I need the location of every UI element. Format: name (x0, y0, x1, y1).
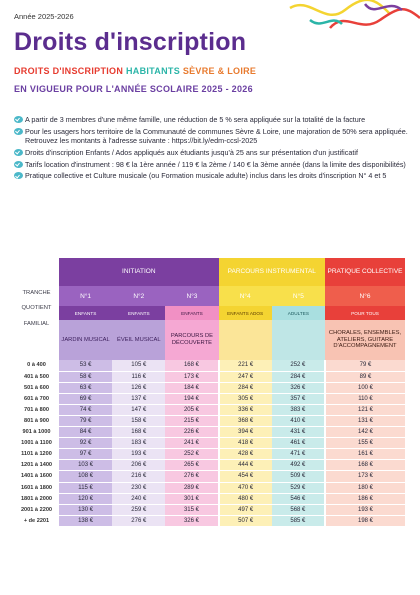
fee-cell-col-5: 509 € (272, 471, 325, 482)
subtitle-part-2: HABITANTS (125, 66, 180, 76)
notes-list (14, 115, 409, 183)
table-row (14, 471, 405, 482)
fee-cell-col-3: 184 € (165, 382, 218, 393)
col-desc-4 (219, 320, 272, 360)
table-row (14, 393, 405, 404)
col-audience-1: ENFANTS (59, 306, 112, 320)
fees-table-body (14, 360, 405, 526)
col-num-4: N°4 (219, 286, 272, 306)
tranche-cell: 0 à 400 (14, 360, 59, 371)
fee-cell-col-2: 216 € (112, 471, 165, 482)
fee-cell-col-6: 79 € (325, 360, 405, 371)
fee-cell-col-5: 471 € (272, 449, 325, 460)
table-row (14, 515, 405, 526)
col-num-2: N°2 (112, 286, 165, 306)
fee-cell-col-2: 240 € (112, 493, 165, 504)
fee-cell-col-4: 247 € (219, 371, 272, 382)
fee-cell-col-6: 173 € (325, 471, 405, 482)
fee-cell-col-6: 121 € (325, 404, 405, 415)
fee-cell-col-3: 168 € (165, 360, 218, 371)
fee-cell-col-1: 74 € (59, 404, 112, 415)
fee-cell-col-4: 507 € (219, 515, 272, 526)
fee-cell-col-5: 326 € (272, 382, 325, 393)
fee-cell-col-1: 120 € (59, 493, 112, 504)
fee-cell-col-5: 529 € (272, 482, 325, 493)
fee-cell-col-6: 89 € (325, 371, 405, 382)
fee-cell-col-2: 105 € (112, 360, 165, 371)
fees-table (14, 258, 405, 527)
table-row (14, 449, 405, 460)
note-item (14, 115, 409, 124)
tranche-cell: 401 à 500 (14, 371, 59, 382)
fee-cell-col-2: 206 € (112, 460, 165, 471)
col-desc-5 (272, 320, 325, 360)
page-title: Droits d'inscription (14, 28, 247, 56)
fee-cell-col-4: 454 € (219, 471, 272, 482)
fee-cell-col-4: 394 € (219, 427, 272, 438)
note-item (14, 160, 409, 169)
fee-cell-col-1: 84 € (59, 427, 112, 438)
fee-cell-col-4: 284 € (219, 382, 272, 393)
note-item (14, 148, 409, 157)
fee-cell-col-1: 97 € (59, 449, 112, 460)
tranche-cell: 2001 à 2200 (14, 504, 59, 515)
fee-cell-col-3: 289 € (165, 482, 218, 493)
fee-cell-col-3: 326 € (165, 515, 218, 526)
fee-cell-col-6: 186 € (325, 493, 405, 504)
fee-cell-col-3: 226 € (165, 427, 218, 438)
fee-cell-col-3: 205 € (165, 404, 218, 415)
fee-cell-col-3: 241 € (165, 438, 218, 449)
fee-cell-col-2: 126 € (112, 382, 165, 393)
tranche-cell: + de 2201 (14, 515, 59, 526)
fee-cell-col-1: 103 € (59, 460, 112, 471)
group-parcours: PARCOURS INSTRUMENTAL (219, 258, 325, 286)
left-header-quotient: QUOTIENT (21, 305, 52, 312)
col-desc-6: CHORALES, ENSEMBLES, ATELIERS, GUITARE D'ACCOMPAGNEMENT (325, 320, 405, 360)
fee-cell-col-3: 215 € (165, 415, 218, 426)
fee-cell-col-1: 58 € (59, 371, 112, 382)
fee-cell-col-6: 161 € (325, 449, 405, 460)
fee-cell-col-5: 585 € (272, 515, 325, 526)
fee-cell-col-2: 193 € (112, 449, 165, 460)
col-num-6: N°6 (325, 286, 405, 306)
tranche-cell: 601 à 700 (14, 393, 59, 404)
col-desc-1: JARDIN MUSICAL (59, 320, 112, 360)
fee-cell-col-5: 461 € (272, 438, 325, 449)
fee-cell-col-5: 383 € (272, 404, 325, 415)
fee-cell-col-1: 108 € (59, 471, 112, 482)
note-item (14, 171, 409, 180)
tranche-cell: 801 à 900 (14, 415, 59, 426)
col-desc-2: ÉVEIL MUSICAL (112, 320, 165, 360)
fee-cell-col-6: 110 € (325, 393, 405, 404)
fee-cell-col-2: 158 € (112, 415, 165, 426)
fee-cell-col-1: 69 € (59, 393, 112, 404)
tranche-cell: 701 à 800 (14, 404, 59, 415)
col-num-1: N°1 (59, 286, 112, 306)
fee-cell-col-5: 546 € (272, 493, 325, 504)
left-header (14, 258, 59, 360)
tranche-cell: 1801 à 2000 (14, 493, 59, 504)
note-text: Tarifs location d'instrument : 98 € la 1ère année / 119 € la 2ème / 140 € la 3ème année (dans la limite des disponibilités) (25, 159, 406, 169)
note-text: Droits d'inscription Enfants / Ados appliqués aux étudiants jusqu'à 25 ans sur présentation d'un justificatif (25, 147, 358, 157)
fee-cell-col-4: 305 € (219, 393, 272, 404)
note-item (14, 127, 409, 146)
fee-cell-col-6: 198 € (325, 515, 405, 526)
tranche-cell: 1001 à 1100 (14, 438, 59, 449)
fee-cell-col-3: 265 € (165, 460, 218, 471)
tranche-cell: 1101 à 1200 (14, 449, 59, 460)
fee-cell-col-3: 194 € (165, 393, 218, 404)
fee-cell-col-1: 130 € (59, 504, 112, 515)
col-audience-5: ADULTES (272, 306, 325, 320)
check-icon (14, 128, 23, 135)
table-row (14, 438, 405, 449)
fee-cell-col-2: 276 € (112, 515, 165, 526)
fee-cell-col-2: 183 € (112, 438, 165, 449)
fee-cell-col-4: 444 € (219, 460, 272, 471)
fee-cell-col-1: 53 € (59, 360, 112, 371)
fee-cell-col-3: 276 € (165, 471, 218, 482)
fee-cell-col-4: 336 € (219, 404, 272, 415)
check-icon (14, 172, 23, 179)
fee-cell-col-1: 115 € (59, 482, 112, 493)
fee-cell-col-4: 480 € (219, 493, 272, 504)
col-audience-2: ENFANTS (112, 306, 165, 320)
fee-cell-col-4: 418 € (219, 438, 272, 449)
fee-cell-col-5: 284 € (272, 371, 325, 382)
fee-cell-col-6: 155 € (325, 438, 405, 449)
table-row (14, 360, 405, 371)
col-audience-3: ENFANTS (165, 306, 218, 320)
fee-cell-col-3: 315 € (165, 504, 218, 515)
fee-cell-col-1: 79 € (59, 415, 112, 426)
left-header-familial: FAMILIAL (23, 320, 50, 327)
group-pratique: PRATIQUE COLLECTIVE (325, 258, 405, 286)
table-row (14, 482, 405, 493)
fee-cell-col-4: 368 € (219, 415, 272, 426)
check-icon (14, 149, 23, 156)
fee-cell-col-5: 492 € (272, 460, 325, 471)
table-row (14, 427, 405, 438)
fee-cell-col-2: 230 € (112, 482, 165, 493)
fee-cell-col-4: 428 € (219, 449, 272, 460)
fee-cell-col-6: 193 € (325, 504, 405, 515)
fee-cell-col-4: 470 € (219, 482, 272, 493)
fee-cell-col-3: 301 € (165, 493, 218, 504)
col-desc-3: PARCOURS DE DÉCOUVERTE (165, 320, 218, 360)
fee-cell-col-2: 137 € (112, 393, 165, 404)
decorative-squiggles (270, 0, 420, 40)
fee-cell-col-1: 63 € (59, 382, 112, 393)
tranche-cell: 1401 à 1600 (14, 471, 59, 482)
note-text: A partir de 3 membres d'une même famille, une réduction de 5 % sera appliquée sur la totalité de la facture (25, 115, 366, 124)
fee-cell-col-5: 357 € (272, 393, 325, 404)
fee-cell-col-2: 168 € (112, 427, 165, 438)
fee-cell-col-3: 252 € (165, 449, 218, 460)
table-row (14, 504, 405, 515)
subtitle (14, 66, 256, 76)
fee-cell-col-5: 252 € (272, 360, 325, 371)
table-row (14, 493, 405, 504)
fee-cell-col-4: 497 € (219, 504, 272, 515)
subtitle-part-1: DROITS D'INSCRIPTION (14, 66, 124, 76)
check-icon (14, 161, 23, 168)
fee-cell-col-4: 221 € (219, 360, 272, 371)
table-row (14, 415, 405, 426)
fee-cell-col-6: 168 € (325, 460, 405, 471)
fee-cell-col-6: 131 € (325, 415, 405, 426)
subtitle-part-3: SÈVRE & LOIRE (182, 66, 257, 76)
fee-cell-col-6: 100 € (325, 382, 405, 393)
table-row (14, 371, 405, 382)
col-num-5: N°5 (272, 286, 325, 306)
fee-cell-col-5: 568 € (272, 504, 325, 515)
col-audience-4: ENFANTS ADOS (219, 306, 272, 320)
tranche-cell: 901 à 1000 (14, 427, 59, 438)
col-audience-6: POUR TOUS (325, 306, 405, 320)
fee-cell-col-6: 180 € (325, 482, 405, 493)
tranche-cell: 501 à 600 (14, 382, 59, 393)
col-num-3: N°3 (165, 286, 218, 306)
school-year: Année 2025-2026 (14, 12, 74, 21)
subtitle-validity: EN VIGUEUR POUR L'ANNÉE SCOLAIRE 2025 - 2026 (14, 84, 253, 94)
fee-cell-col-6: 142 € (325, 427, 405, 438)
left-header-tranche: TRANCHE (22, 289, 51, 296)
fee-cell-col-1: 138 € (59, 515, 112, 526)
fee-cell-col-1: 92 € (59, 438, 112, 449)
tranche-cell: 1201 à 1400 (14, 460, 59, 471)
table-row (14, 460, 405, 471)
fee-cell-col-2: 116 € (112, 371, 165, 382)
fee-cell-col-5: 431 € (272, 427, 325, 438)
fee-cell-col-2: 147 € (112, 404, 165, 415)
fee-cell-col-5: 410 € (272, 415, 325, 426)
check-icon (14, 116, 23, 123)
table-row (14, 404, 405, 415)
table-row (14, 382, 405, 393)
group-initiation: INITIATION (59, 258, 219, 286)
note-text: Pour les usagers hors territoire de la Communauté de communes Sèvre & Loire, une majoration de 50% sera appliquée. Retrouvez les montants à l'adresse suivante : https://bit.ly/edm-ccsl-2025 (25, 126, 408, 146)
note-text: Pratique collective et Culture musicale (ou Formation musicale adulte) inclus dans les droits d'inscription N° 4 et 5 (25, 171, 387, 181)
tranche-cell: 1601 à 1800 (14, 482, 59, 493)
fee-cell-col-2: 259 € (112, 504, 165, 515)
fee-cell-col-3: 173 € (165, 371, 218, 382)
